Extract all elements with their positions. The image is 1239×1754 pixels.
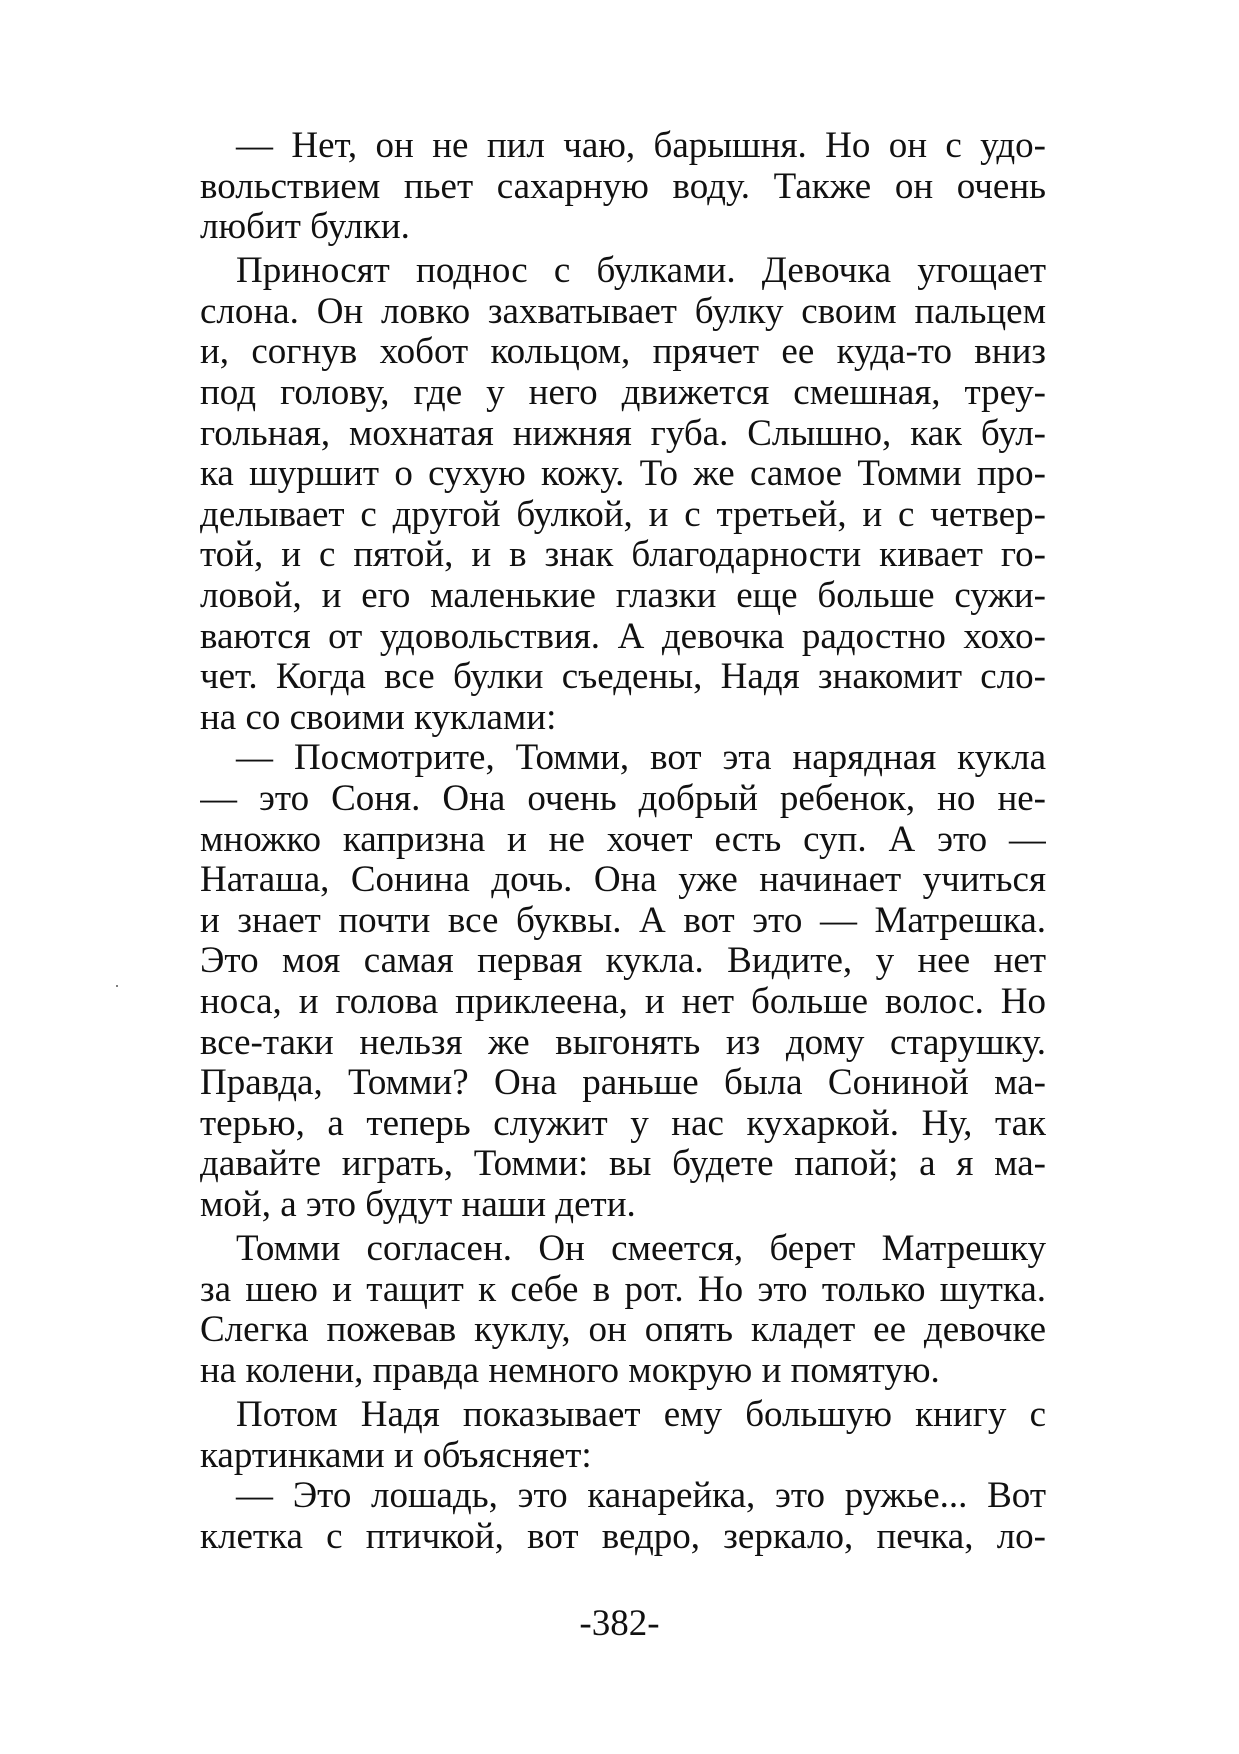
text-line: любит булки.	[200, 207, 410, 248]
text-line: Приносят поднос с булками. Девочка угощает	[236, 251, 1046, 292]
text-line: Потом Надя показывает ему большую книгу с	[236, 1394, 1046, 1435]
text-line: мой, а это будут наши дети.	[200, 1184, 636, 1225]
scan-speck	[116, 985, 118, 987]
text-line: давайте играть, Томми: вы будете папой; а я ма-	[200, 1144, 1046, 1185]
text-line: Наташа, Сонина дочь. Она уже начинает учиться	[200, 860, 1046, 901]
paragraph	[200, 1395, 1046, 1476]
text-line: терью, а теперь служит у нас кухаркой. Ну, так	[200, 1103, 1046, 1144]
text-line: все-таки нельзя же выгонять из дому старушку.	[200, 1022, 1046, 1063]
paragraph	[200, 251, 1046, 738]
text-line: множко капризна и не хочет есть суп. А это —	[200, 819, 1046, 860]
text-line: Это моя самая первая кукла. Видите, у нее нет	[200, 941, 1046, 982]
text-line: гольная, мохнатая нижняя губа. Слышно, как бул-	[200, 413, 1046, 454]
text-line: ка шуршит о сухую кожу. То же самое Томми про-	[200, 454, 1046, 495]
paragraph	[200, 738, 1046, 1225]
text-line: делывает с другой булкой, и с третьей, и с четвер-	[200, 494, 1046, 535]
paragraph	[200, 1229, 1046, 1391]
text-line: и знает почти все буквы. А вот это — Матрешка.	[200, 900, 1046, 941]
text-line: вольствием пьет сахарную воду. Также он очень	[200, 166, 1046, 207]
text-line: — Нет, он не пил чаю, барышня. Но он с удо-	[236, 126, 1046, 166]
text-line: слона. Он ловко захватывает булку своим пальцем	[200, 291, 1046, 332]
body-text	[200, 126, 1046, 1557]
text-line: той, и с пятой, и в знак благодарности кивает го-	[200, 535, 1046, 576]
text-line: под голову, где у него движется смешная, треу-	[200, 373, 1046, 414]
page-number: -382-	[579, 1603, 660, 1644]
text-line: ваются от удовольствия. А девочка радостно хохо-	[200, 616, 1046, 657]
text-line: за шею и тащит к себе в рот. Но это только шутка.	[200, 1269, 1046, 1310]
text-line: — это Соня. Она очень добрый ребенок, но не-	[200, 779, 1046, 819]
paragraph	[200, 1476, 1046, 1557]
text-line: Томми согласен. Он смеется, берет Матрешку	[236, 1229, 1046, 1270]
text-line: носа, и голова приклеена, и нет больше волос. Но	[200, 981, 1046, 1022]
text-line: — Посмотрите, Томми, вот эта нарядная кукла	[236, 738, 1046, 779]
text-line: на со своими куклами:	[200, 697, 557, 738]
text-line: картинками и объясняет:	[200, 1435, 592, 1476]
text-line: клетка с птичкой, вот ведро, зеркало, печка, ло-	[200, 1516, 1046, 1557]
text-line: Правда, Томми? Она раньше была Сониной ма-	[200, 1063, 1046, 1104]
text-line: чет. Когда все булки съедены, Надя знакомит сло-	[200, 657, 1046, 698]
text-line: Слегка пожевав куклу, он опять кладет ее девочке	[200, 1310, 1046, 1351]
text-line: — Это лошадь, это канарейка, это ружье... Вот	[236, 1476, 1046, 1517]
text-line: и, согнув хобот кольцом, прячет ее куда-то вниз	[200, 332, 1046, 373]
paragraph	[200, 126, 1046, 248]
text-line: ловой, и его маленькие глазки еще больше сужи-	[200, 576, 1046, 617]
text-line: на колени, правда немного мокрую и помятую.	[200, 1350, 940, 1391]
